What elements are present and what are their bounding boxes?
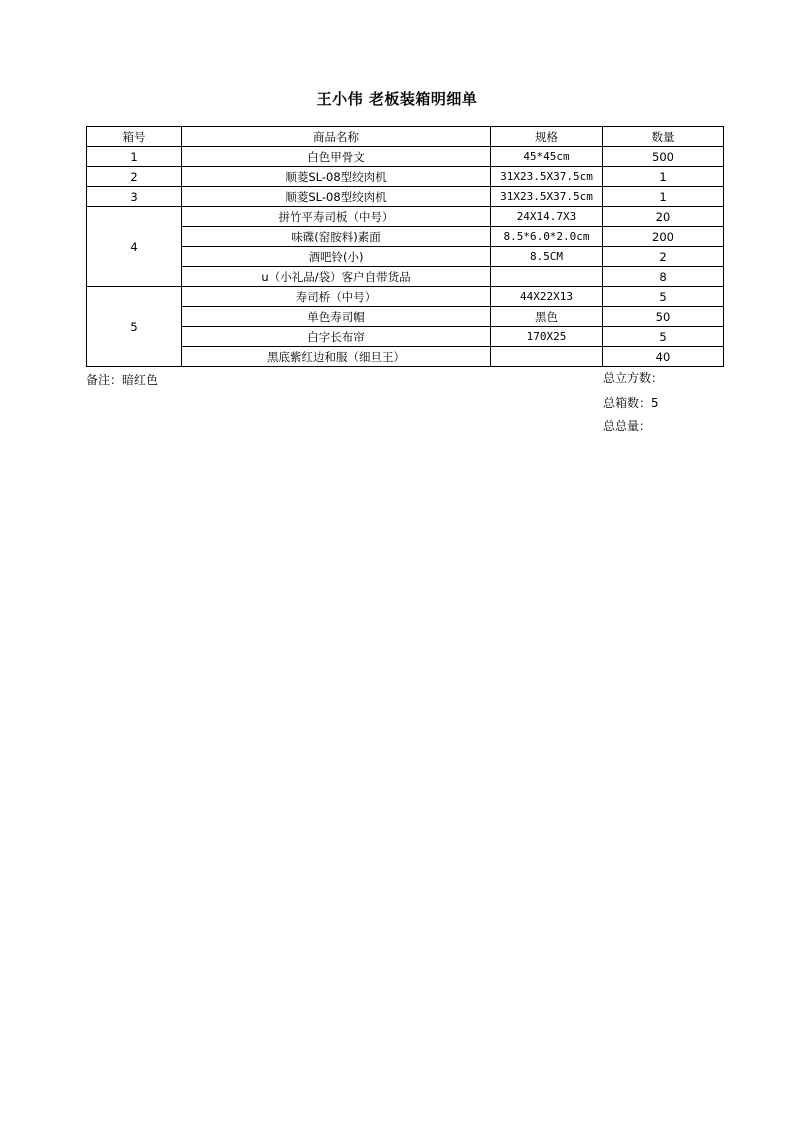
- total-boxes: 总箱数：5: [603, 396, 659, 410]
- item-spec: 24X14.7X3: [491, 207, 603, 227]
- item-spec: 31X23.5X37.5cm: [491, 167, 603, 187]
- item-name: 味碟(窑胺料)素面: [182, 227, 491, 247]
- item-quantity: 200: [603, 227, 724, 247]
- remark-note: 备注：暗红色: [86, 373, 159, 387]
- table-row: [87, 227, 724, 247]
- item-quantity: 50: [603, 307, 724, 327]
- item-spec: [491, 267, 603, 287]
- item-name: 寿司桥（中号）: [182, 287, 491, 307]
- item-quantity: 20: [603, 207, 724, 227]
- item-quantity: 40: [603, 347, 724, 367]
- item-name: 白色甲骨文: [182, 147, 491, 167]
- item-spec: 170X25: [491, 327, 603, 347]
- item-quantity: 1: [603, 187, 724, 207]
- item-name: 酒吧铃(小): [182, 247, 491, 267]
- item-quantity: 5: [603, 287, 724, 307]
- table-row: [87, 327, 724, 347]
- item-spec: 8.5*6.0*2.0cm: [491, 227, 603, 247]
- table-row: [87, 267, 724, 287]
- item-spec: 31X23.5X37.5cm: [491, 187, 603, 207]
- table-row: [87, 167, 724, 187]
- item-name: 顺菱SL-08型绞肉机: [182, 167, 491, 187]
- table-row: [87, 187, 724, 207]
- item-name: u（小礼品/袋）客户自带货品: [182, 267, 491, 287]
- item-spec: 黑色: [491, 307, 603, 327]
- packing-list-table: [86, 126, 724, 367]
- table-row: [87, 247, 724, 267]
- item-name: 拼竹平寿司板（中号）: [182, 207, 491, 227]
- item-spec: 45*45cm: [491, 147, 603, 167]
- header-spec: 规格: [491, 127, 603, 147]
- total-weight: 总总量：: [603, 419, 652, 433]
- table-row: [87, 307, 724, 327]
- header-box-number: 箱号: [87, 127, 182, 147]
- box-number: 3: [87, 187, 182, 207]
- item-quantity: 2: [603, 247, 724, 267]
- table-row: [87, 347, 724, 367]
- box-number: 4: [87, 207, 182, 287]
- table-row: [87, 147, 724, 167]
- item-quantity: 5: [603, 327, 724, 347]
- item-quantity: 500: [603, 147, 724, 167]
- box-number: 1: [87, 147, 182, 167]
- item-quantity: 1: [603, 167, 724, 187]
- item-quantity: 8: [603, 267, 724, 287]
- header-item-name: 商品名称: [182, 127, 491, 147]
- item-spec: 44X22X13: [491, 287, 603, 307]
- total-volume: 总立方数：: [603, 371, 664, 385]
- table-row: [87, 207, 724, 227]
- header-quantity: 数量: [603, 127, 724, 147]
- item-name: 黑底紫红边和服（细旦王）: [182, 347, 491, 367]
- item-name: 单色寿司帽: [182, 307, 491, 327]
- box-number: 2: [87, 167, 182, 187]
- item-name: 白字长布帘: [182, 327, 491, 347]
- item-name: 顺菱SL-08型绞肉机: [182, 187, 491, 207]
- table-row: [87, 287, 724, 307]
- document-title: 王小伟 老板装箱明细单: [316, 90, 478, 108]
- item-spec: 8.5CM: [491, 247, 603, 267]
- table-header-row: [87, 127, 724, 147]
- box-number: 5: [87, 287, 182, 367]
- item-spec: [491, 347, 603, 367]
